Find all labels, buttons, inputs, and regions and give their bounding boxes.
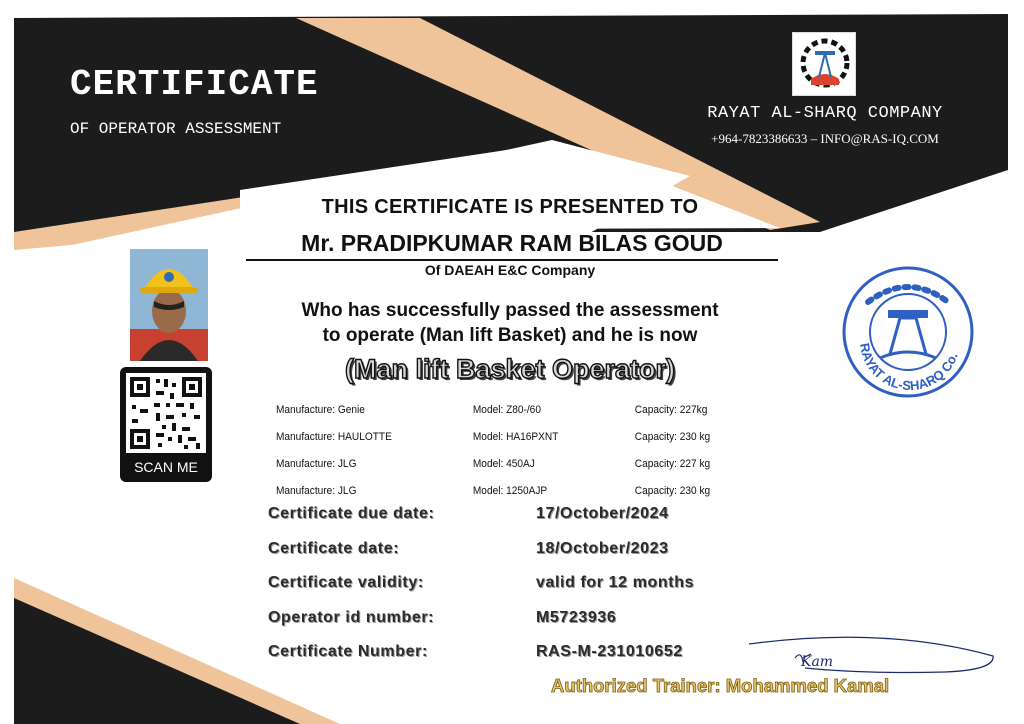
detail-due-date: [268, 505, 768, 540]
detail-certificate-number: [268, 643, 768, 678]
certificate-title: CERTIFICATE: [70, 64, 319, 105]
detail-value: valid for 12 months: [536, 574, 695, 591]
certificate-subtitle: OF OPERATOR ASSESSMENT: [70, 120, 282, 138]
stamp-text: RAYAT AL-SHARQ Co.: [856, 341, 961, 394]
company-stamp: [838, 262, 978, 402]
company-contact: +964-7823386633 – INFO@RAS-IQ.COM: [711, 131, 939, 146]
certificate-details: [268, 505, 768, 678]
qr-code[interactable]: [120, 367, 212, 482]
signature-text: Kam: [801, 654, 834, 670]
equipment-table: [276, 400, 756, 508]
presented-to-heading: THIS CERTIFICATE IS PRESENTED TO: [321, 196, 699, 218]
assessment-line-2: to operate (Man lift Basket) and he is now: [322, 325, 698, 346]
manufacturer-cell: Manufacture: JLG: [276, 458, 357, 470]
assessment-statement: [230, 298, 790, 348]
company-logo: [792, 32, 856, 96]
operator-role: (Man lift Basket Operator): [344, 354, 676, 384]
equipment-row: [276, 400, 718, 427]
detail-label: Certificate Number:: [268, 643, 428, 660]
manufacturer-cell: Manufacture: HAULOTTE: [276, 431, 392, 443]
company-name: RAYAT AL-SHARQ COMPANY: [707, 104, 943, 123]
authorized-trainer: Authorized Trainer: Mohammed Kamal: [551, 675, 890, 696]
detail-value: 17/October/2024: [536, 505, 669, 522]
equipment-row: [276, 481, 718, 508]
equipment-row: [276, 427, 718, 454]
capacity-cell: Capacity: 227 kg: [634, 458, 711, 470]
capacity-cell: Capacity: 230 kg: [634, 485, 711, 497]
detail-label: Certificate validity:: [268, 574, 424, 591]
model-cell: Model: Z80-/60: [472, 404, 541, 416]
equipment-row: [276, 454, 718, 481]
capacity-cell: Capacity: 227kg: [634, 404, 708, 416]
detail-value: RAS-M-231010652: [536, 643, 683, 660]
capacity-cell: Capacity: 230 kg: [634, 431, 711, 443]
detail-validity: [268, 574, 768, 609]
model-cell: Model: 1250AJP: [472, 485, 548, 497]
detail-value: M5723936: [536, 608, 617, 626]
recipient-name: Mr. PRADIPKUMAR RAM BILAS GOUD: [246, 230, 778, 261]
recipient-company: Of DAEAH E&C Company: [424, 262, 596, 278]
detail-certificate-date: [268, 540, 768, 575]
model-cell: Model: 450AJ: [472, 458, 535, 470]
detail-label: Operator id number:: [268, 608, 435, 626]
qr-label: SCAN ME: [134, 459, 198, 475]
detail-operator-id: [268, 609, 768, 644]
assessment-line-1: Who has successfully passed the assessment: [301, 300, 719, 321]
model-cell: Model: HA16PXNT: [472, 431, 559, 443]
detail-label: Certificate date:: [268, 539, 400, 557]
detail-value: 18/October/2023: [536, 539, 669, 557]
detail-label: Certificate due date:: [268, 505, 435, 522]
operator-photo: [130, 249, 208, 361]
manufacturer-cell: Manufacture: Genie: [276, 404, 365, 416]
manufacturer-cell: Manufacture: JLG: [276, 485, 357, 497]
